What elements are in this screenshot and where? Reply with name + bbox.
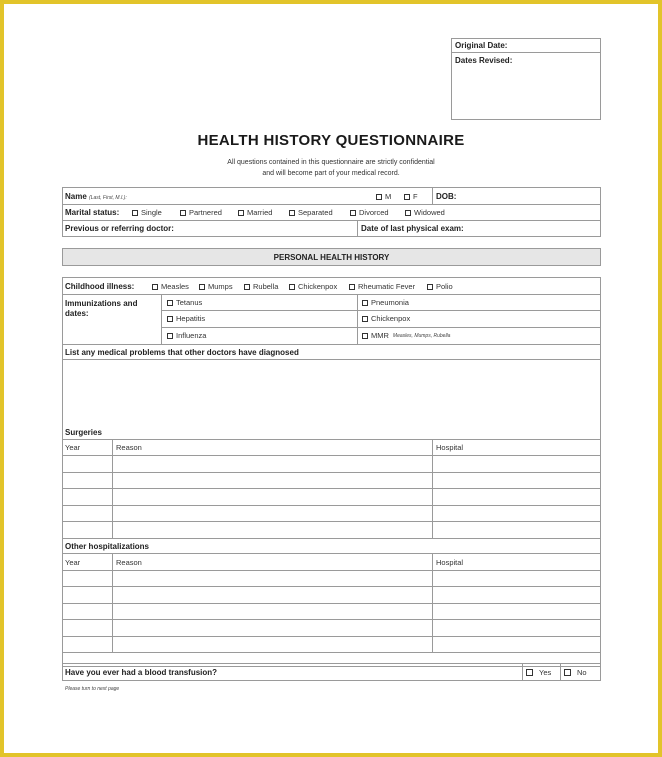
marital-status-label: Marital status: [65, 208, 120, 217]
last-exam-label: Date of last physical exam: [361, 224, 464, 233]
checkbox[interactable] [244, 284, 250, 290]
mmr-note: Measles, Mumps, Rubella [392, 332, 451, 339]
childhood-option-polio[interactable]: Polio [427, 282, 453, 291]
immunization-mmr[interactable]: MMR Measles, Mumps, Rubella [362, 331, 450, 340]
subtitle-line-1: All questions contained in this questionnaire are strictly confidential [227, 159, 435, 166]
checkbox[interactable] [289, 284, 295, 290]
marital-option-single[interactable]: Single [132, 208, 162, 217]
checkbox[interactable] [238, 210, 244, 216]
checkbox[interactable] [427, 284, 433, 290]
checkbox[interactable] [152, 284, 158, 290]
hospitalizations-col-hospital: Hospital [436, 558, 464, 567]
surgeries-col-year: Year [65, 443, 81, 452]
hospitalizations-label: Other hospitalizations [65, 542, 150, 551]
immunization-chickenpox[interactable]: Chickenpox [362, 314, 410, 323]
form-page [4, 4, 658, 753]
dates-revised-label: Dates Revised: [455, 56, 513, 65]
section-title: PERSONAL HEALTH HISTORY [273, 253, 390, 262]
name-label: Name (Last, First, M.I.): [65, 192, 127, 201]
childhood-option-mumps[interactable]: Mumps [199, 282, 233, 291]
childhood-option-rheumatic-fever[interactable]: Rheumatic Fever [349, 282, 415, 291]
marital-option-divorced[interactable]: Divorced [350, 208, 389, 217]
medical-problems-area[interactable] [63, 360, 600, 425]
dob-label: DOB: [436, 192, 457, 201]
immunization-influenza[interactable]: Influenza [167, 331, 206, 340]
hospitalizations-rows[interactable] [63, 571, 600, 652]
surgeries-label: Surgeries [65, 428, 102, 437]
previous-doctor-label: Previous or referring doctor: [65, 224, 174, 233]
marital-option-married[interactable]: Married [238, 208, 272, 217]
medical-problems-label: List any medical problems that other doctors have diagnosed [65, 348, 299, 357]
sex-option-f[interactable]: F [404, 192, 418, 201]
checkbox[interactable] [167, 316, 173, 322]
checkbox[interactable] [362, 333, 368, 339]
subtitle-line-2: and will become part of your medical record. [262, 170, 400, 177]
hospitalizations-col-reason: Reason [116, 558, 142, 567]
checkbox[interactable] [180, 210, 186, 216]
revision-box [451, 38, 601, 120]
checkbox[interactable] [404, 194, 410, 200]
childhood-option-measles[interactable]: Measles [152, 282, 189, 291]
name-hint: (Last, First, M.I.): [89, 195, 127, 201]
transfusion-no[interactable]: No [564, 668, 587, 677]
checkbox[interactable] [167, 333, 173, 339]
page-title: HEALTH HISTORY QUESTIONNAIRE [197, 132, 465, 149]
checkbox[interactable] [132, 210, 138, 216]
childhood-option-rubella[interactable]: Rubella [244, 282, 278, 291]
surgeries-col-hospital: Hospital [436, 443, 464, 452]
checkbox[interactable] [405, 210, 411, 216]
surgeries-col-reason: Reason [116, 443, 142, 452]
hospitalizations-col-year: Year [65, 558, 81, 567]
marital-option-separated[interactable]: Separated [289, 208, 333, 217]
transfusion-yes[interactable]: Yes [526, 668, 551, 677]
checkbox[interactable] [289, 210, 295, 216]
checkbox[interactable] [167, 300, 173, 306]
immunization-tetanus[interactable]: Tetanus [167, 298, 202, 307]
checkbox[interactable] [362, 316, 368, 322]
surgeries-rows[interactable] [63, 456, 600, 538]
childhood-option-chickenpox[interactable]: Chickenpox [289, 282, 337, 291]
marital-option-widowed[interactable]: Widowed [405, 208, 445, 217]
original-date-label: Original Date: [455, 41, 508, 50]
transfusion-question: Have you ever had a blood transfusion? [65, 668, 218, 677]
immunization-pneumonia[interactable]: Pneumonia [362, 298, 409, 307]
checkbox[interactable] [376, 194, 382, 200]
footer-note: Please turn to next page [65, 686, 120, 692]
marital-option-partnered[interactable]: Partnered [180, 208, 222, 217]
immunizations-label: Immunizations and dates: [65, 299, 138, 318]
checkbox[interactable] [362, 300, 368, 306]
sex-option-m[interactable]: M [376, 192, 391, 201]
checkbox[interactable] [526, 669, 533, 676]
checkbox[interactable] [349, 284, 355, 290]
checkbox[interactable] [199, 284, 205, 290]
immunization-hepatitis[interactable]: Hepatitis [167, 314, 205, 323]
checkbox[interactable] [350, 210, 356, 216]
childhood-illness-label: Childhood illness: [65, 282, 135, 291]
checkbox[interactable] [564, 669, 571, 676]
